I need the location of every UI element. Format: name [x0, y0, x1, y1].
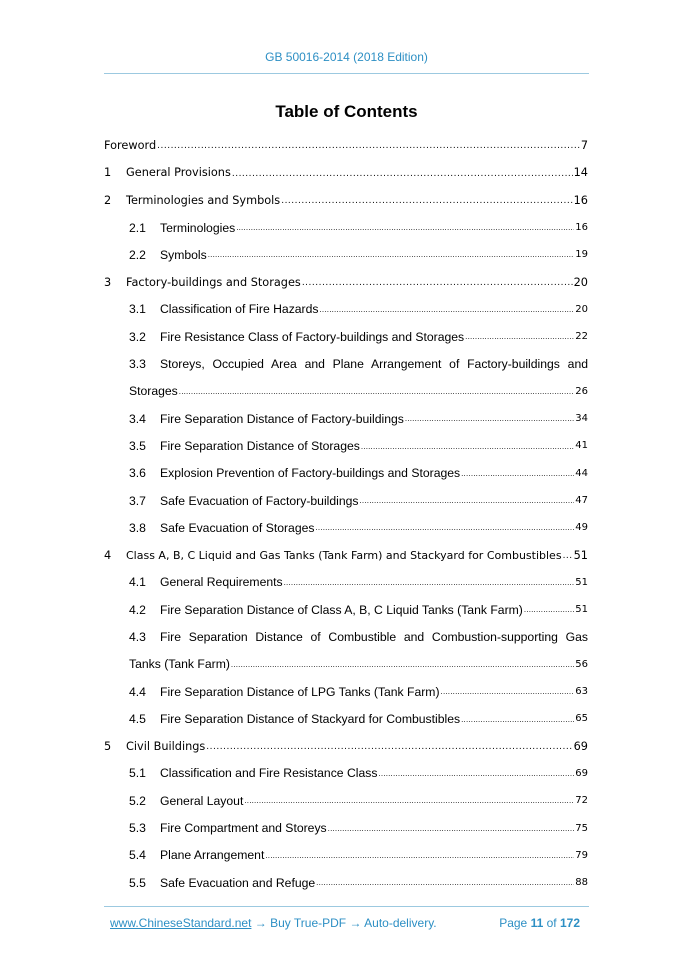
toc-entry-number: 3.7	[129, 493, 146, 508]
toc-entry-text: Terminologies	[160, 220, 236, 235]
toc-entry-section-4-2[interactable]	[104, 596, 588, 623]
toc-entry-number: 5.3	[129, 821, 146, 836]
toc-entry-page: 69	[575, 767, 588, 779]
auto-delivery-text: Auto-delivery.	[364, 916, 437, 930]
toc-entry-text: General Provisions	[126, 166, 231, 180]
dot-leader	[281, 196, 572, 214]
toc-entry-number: 5.5	[129, 875, 146, 890]
toc-entry-number: 3.8	[129, 520, 146, 535]
toc-entry-page: 16	[573, 193, 588, 207]
toc-entry-page: 22	[575, 331, 588, 343]
buy-true-pdf-text: Buy True-PDF	[270, 916, 347, 930]
toc-entry-number: 3.1	[129, 302, 146, 317]
dot-leader	[378, 769, 574, 787]
page-footer	[110, 916, 580, 930]
page-header: GB 50016-2014 (2018 Edition)	[265, 50, 428, 64]
toc-entry-number: 4.2	[129, 602, 146, 617]
toc-entry-page: 16	[575, 222, 588, 234]
toc-entry-number: 5	[104, 739, 112, 753]
of-label: of	[546, 916, 557, 930]
toc-entry-section-3-3[interactable]	[104, 350, 588, 377]
header-rule	[104, 73, 589, 74]
toc-entry-text: Foreword	[104, 139, 157, 153]
toc-entry-section-3-2[interactable]	[104, 323, 588, 350]
toc-entry-number: 3	[104, 275, 112, 289]
toc-entry-text-line2: Tanks (Tank Farm)	[129, 657, 230, 672]
toc-entry-page: 26	[575, 385, 588, 397]
dot-leader	[465, 332, 574, 350]
toc-entry-section-5-1[interactable]	[104, 760, 588, 787]
toc-entry-number: 4	[104, 548, 112, 562]
toc-entry-text-line2: Storages	[129, 384, 178, 399]
toc-entry-section-3-3-cont[interactable]	[104, 378, 588, 405]
toc-entry-number: 2.2	[129, 247, 146, 262]
toc-entry-number: 4.5	[129, 711, 146, 726]
total-pages: 172	[559, 916, 580, 930]
dot-leader	[461, 469, 574, 487]
toc-entry-text: Fire Separation Distance of Storages	[160, 438, 360, 453]
toc-entry-text: Fire Separation Distance of Stackyard for Combustibles	[160, 711, 461, 726]
page-title: Table of Contents	[275, 102, 418, 121]
dot-leader	[563, 551, 573, 569]
toc-entry-text: Plane Arrangement	[160, 848, 265, 863]
dot-leader	[316, 878, 574, 896]
toc-entry-section-3-1[interactable]	[104, 296, 588, 323]
toc-entry-page: 47	[575, 495, 588, 506]
dot-leader	[461, 715, 574, 733]
toc-entry-page: 69	[573, 739, 588, 753]
toc-entry-number: 2.1	[129, 220, 146, 235]
toc-entry-page: 34	[575, 413, 588, 425]
toc-entry-number: 4.3	[129, 629, 146, 644]
dot-leader	[157, 141, 580, 159]
toc-entry-chapter-4[interactable]	[104, 541, 588, 568]
toc-entry-chapter-2[interactable]	[104, 187, 588, 214]
toc-entry-text: Safe Evacuation of Factory-buildings	[160, 493, 359, 508]
toc-entry-text: Civil Buildings	[126, 739, 206, 753]
toc-entry-text: Safe Evacuation of Storages	[160, 520, 315, 535]
toc-entry-page: 41	[575, 440, 588, 452]
toc-entry-text: Fire Separation Distance of LPG Tanks (Tank Farm)	[160, 684, 440, 699]
toc-entry-page: 20	[573, 275, 588, 289]
toc-entry-text: General Requirements	[160, 575, 283, 590]
toc-entry-section-3-8[interactable]	[104, 514, 588, 541]
current-page: 11	[530, 916, 544, 930]
dot-leader	[524, 605, 574, 623]
toc-entry-section-5-2[interactable]	[104, 787, 588, 814]
toc-entry-section-5-4[interactable]	[104, 842, 588, 869]
toc-entry-number: 2	[104, 193, 112, 207]
toc-entry-section-3-6[interactable]	[104, 460, 588, 487]
toc-entry-number: 1	[104, 166, 112, 180]
toc-entry-number: 3.6	[129, 466, 146, 481]
toc-entry-number: 4.4	[129, 684, 146, 699]
toc-entry-section-4-3[interactable]	[104, 623, 588, 650]
dot-leader	[360, 496, 575, 514]
toc-entry-number: 5.2	[129, 793, 146, 808]
page-number	[499, 916, 580, 930]
toc-entry-page: 63	[575, 686, 588, 698]
toc-entry-page: 88	[575, 877, 588, 889]
toc-entry-section-3-7[interactable]	[104, 487, 588, 514]
toc-entry-text: Fire Resistance Class of Factory-buildings and Storages	[160, 329, 465, 344]
toc-entry-text: Safe Evacuation and Refuge	[160, 875, 316, 890]
toc-entry-section-4-4[interactable]	[104, 678, 588, 705]
toc-entry-section-4-3-cont[interactable]	[104, 651, 588, 678]
dot-leader	[179, 387, 574, 405]
toc-entry-text: Classification of Fire Hazards	[160, 302, 319, 317]
toc-entry-text: Class A, B, C Liquid and Gas Tanks (Tank Farm) and Stackyard for Combustibles	[126, 548, 562, 562]
toc-entry-text: Fire Compartment and Storeys	[160, 821, 327, 836]
toc-entry-page: 75	[575, 822, 588, 834]
toc-entry-number: 5.1	[129, 766, 146, 781]
toc-entry-page: 49	[575, 522, 588, 534]
dot-leader	[231, 660, 574, 678]
toc-entry-number: 4.1	[129, 575, 146, 590]
toc-entry-text: Classification and Fire Resistance Class	[160, 766, 378, 781]
toc-entry-page: 51	[575, 604, 588, 616]
toc-entry-text: Factory-buildings and Storages	[126, 275, 301, 289]
dot-leader	[302, 278, 573, 296]
dot-leader	[315, 523, 574, 541]
toc-entry-chapter-5[interactable]	[104, 733, 588, 760]
toc-entry-section-2-2[interactable]	[104, 241, 588, 268]
toc-entry-text: General Layout	[160, 793, 244, 808]
dot-leader	[328, 824, 575, 842]
toc-entry-section-2-1[interactable]	[104, 214, 588, 241]
toc-entry-text: Fire Separation Distance of Class A, B, C Liquid Tanks (Tank Farm)	[160, 602, 523, 617]
toc-entry-section-5-3[interactable]	[104, 814, 588, 841]
toc-entry-number: 3.3	[129, 357, 146, 372]
website-link[interactable]: www.ChineseStandard.net	[110, 916, 252, 930]
dot-leader	[236, 223, 574, 241]
toc-entry-page: 65	[575, 713, 588, 725]
dot-leader	[265, 851, 574, 869]
toc-entry-text: Explosion Prevention of Factory-buildings and Storages	[160, 466, 461, 481]
arrow-right-icon: →	[349, 916, 362, 930]
dot-leader	[284, 578, 575, 596]
dot-leader	[206, 742, 572, 760]
toc-entry-page: 14	[573, 166, 588, 180]
dot-leader	[405, 414, 574, 432]
page-label: Page	[499, 916, 528, 930]
toc-entry-page: 19	[575, 249, 588, 261]
toc-entry-page: 79	[575, 849, 588, 861]
toc-entry-foreword[interactable]	[104, 132, 588, 159]
toc-entry-page: 51	[575, 576, 588, 588]
toc-entry-text: Fire Separation Distance of Factory-buildings	[160, 411, 404, 426]
toc-entry-text: Terminologies and Symbols	[126, 193, 281, 207]
toc-entry-page: 56	[575, 658, 588, 670]
toc-entry-section-4-1[interactable]	[104, 569, 588, 596]
toc-entry-number: 3.4	[129, 411, 146, 426]
toc-entry-section-5-5[interactable]	[104, 869, 588, 896]
toc-entry-number: 3.5	[129, 438, 146, 453]
toc-entry-chapter-3[interactable]	[104, 268, 588, 295]
dot-leader	[244, 796, 574, 814]
toc-entry-number: 5.4	[129, 848, 146, 863]
toc-entry-page: 51	[573, 548, 588, 562]
toc-entry-page: 20	[575, 303, 588, 315]
dot-leader	[441, 687, 575, 705]
toc-entry-text-line1: Fire Separation Distance of Combustible and Combustion-supporting Gas	[160, 629, 588, 644]
dot-leader	[361, 442, 574, 460]
table-of-contents	[104, 132, 588, 896]
toc-entry-number: 3.2	[129, 329, 146, 344]
toc-entry-page: 7	[580, 139, 588, 153]
dot-leader	[208, 250, 575, 268]
footer-rule	[104, 906, 589, 907]
toc-entry-text-line1: Storeys, Occupied Area and Plane Arrangement of Factory-buildings and	[160, 357, 588, 372]
toc-entry-section-3-5[interactable]	[104, 432, 588, 459]
toc-entry-text: Symbols	[160, 247, 207, 262]
dot-leader	[320, 305, 575, 323]
dot-leader	[232, 169, 573, 187]
arrow-right-icon: →	[254, 916, 267, 930]
toc-entry-chapter-1[interactable]	[104, 159, 588, 186]
toc-entry-section-3-4[interactable]	[104, 405, 588, 432]
toc-entry-page: 72	[575, 795, 588, 807]
toc-entry-page: 44	[575, 467, 588, 479]
toc-entry-section-4-5[interactable]	[104, 705, 588, 732]
